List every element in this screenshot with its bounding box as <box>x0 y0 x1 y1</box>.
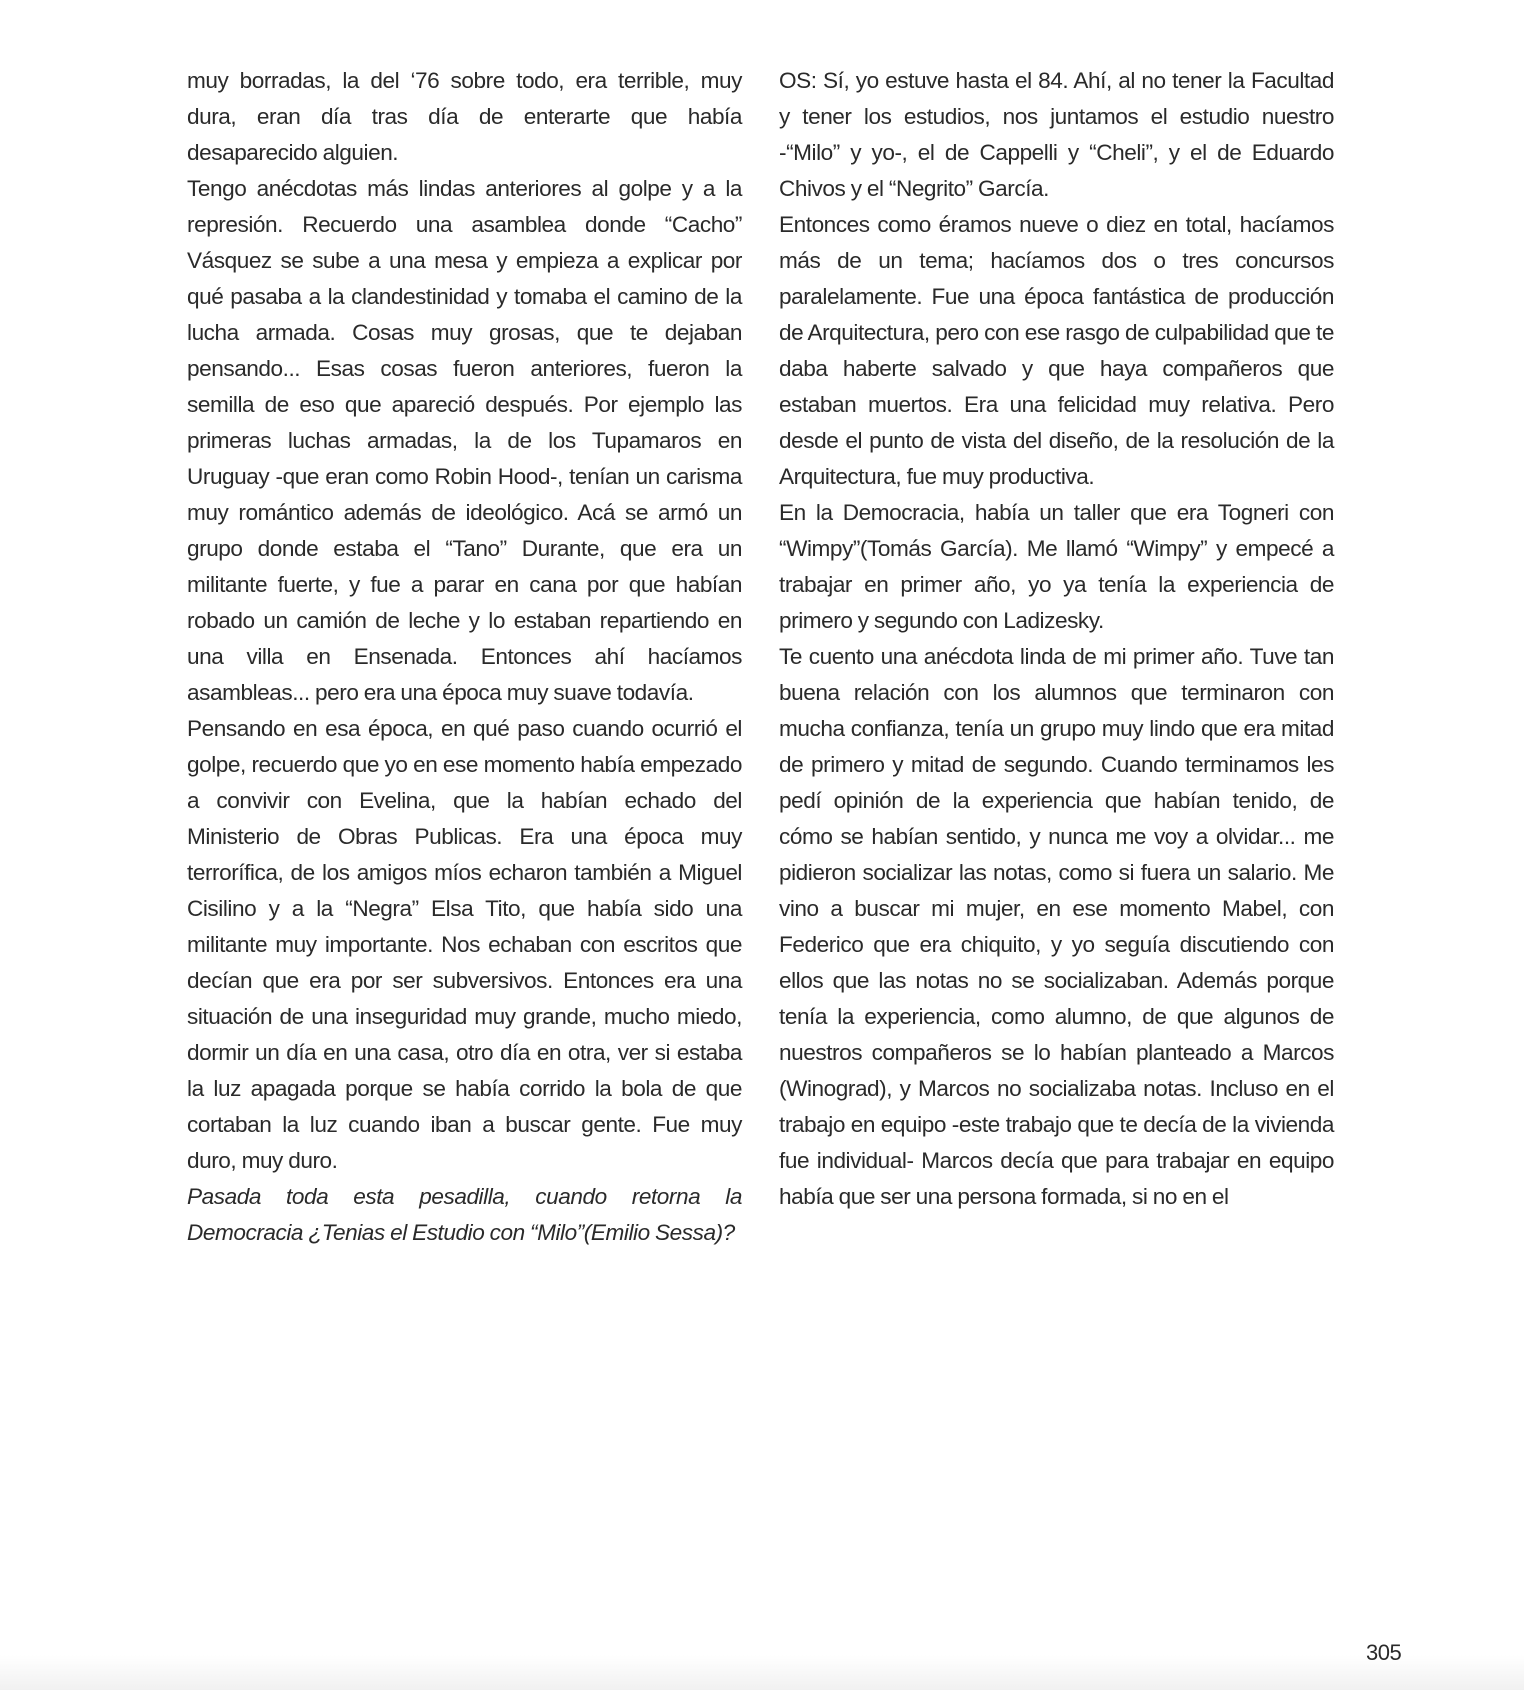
paragraph: OS: Sí, yo estuve hasta el 84. Ahí, al no tener la Facultad y tener los estudios, nos juntamos el estudio nuestro -“Milo” y yo-, el de Cappelli y “Cheli”, y el de Eduardo Chivos y el “Negrito” García. <box>779 68 1334 201</box>
paragraph: Pensando en esa época, en qué paso cuando ocurrió el golpe, recuerdo que yo en ese momento había empezado a convivir con Evelina, que la habían echado del Ministerio de Obras Publicas. Era una época muy terrorífica, de los amigos míos echaron también a Miguel Cisilino y a la “Negra” Elsa Tito, que había sido una militante muy importante. Nos echaban con escritos que decían que era por ser subversivos. Entonces era una situación de una inseguridad muy grande, mucho miedo, dormir un día en una casa, otro día en otra, ver si estaba la luz apagada porque se había corrido la bola de que cortaban la luz cuando iban a buscar gente. Fue muy duro, muy duro. <box>187 716 742 1173</box>
paragraph: muy borradas, la del ‘76 sobre todo, era terrible, muy dura, eran día tras día de enterarte que había desaparecido alguien. <box>187 68 742 165</box>
interview-question: Pasada toda esta pesadilla, cuando retorna la Democracia ¿Tenias el Estudio con “Milo”(Emilio Sessa)? <box>187 1184 742 1245</box>
right-text-column <box>779 63 1334 1215</box>
paragraph: En la Democracia, había un taller que era Togneri con “Wimpy”(Tomás García). Me llamó “Wimpy” y empecé a trabajar en primer año, yo ya tenía la experiencia de primero y segundo con Ladizesky. <box>779 500 1334 633</box>
paragraph: Entonces como éramos nueve o diez en total, hacíamos más de un tema; hacíamos dos o tres concursos paralelamente. Fue una época fantástica de producción de Arquitectura, pero con ese rasgo de culpabilidad que te daba haberte salvado y que haya compañeros que estaban muertos. Era una felicidad muy relativa. Pero desde el punto de vista del diseño, de la resolución de la Arquitectura, fue muy productiva. <box>779 212 1334 489</box>
left-text-column <box>187 63 742 1251</box>
paragraph: Tengo anécdotas más lindas anteriores al golpe y a la represión. Recuerdo una asamblea donde “Cacho” Vásquez se sube a una mesa y empieza a explicar por qué pasaba a la clandestinidad y tomaba el camino de la lucha armada. Cosas muy grosas, que te dejaban pensando... Esas cosas fueron anteriores, fueron la semilla de eso que apareció después. Por ejemplo las primeras luchas armadas, la de los Tupamaros en Uruguay -que eran como Robin Hood-, tenían un carisma muy romántico además de ideológico. Acá se armó un grupo donde estaba el “Tano” Durante, que era un militante fuerte, y fue a parar en cana por que habían robado un camión de leche y lo estaban repartiendo en una villa en Ensenada. Entonces ahí hacíamos asambleas... pero era una época muy suave todavía. <box>187 176 742 705</box>
paragraph: Te cuento una anécdota linda de mi primer año. Tuve tan buena relación con los alumnos que terminaron con mucha confianza, tenía un grupo muy lindo que era mitad de primero y mitad de segundo. Cuando terminamos les pedí opinión de la experiencia que habían tenido, de cómo se habían sentido, y nunca me voy a olvidar... me pidieron socializar las notas, como si fuera un salario. Me vino a buscar mi mujer, en ese momento Mabel, con Federico que era chiquito, y yo seguía discutiendo con ellos que las notas no se socializaban. Además porque tenía la experiencia, como alumno, de que algunos de nuestros compañeros se lo habían planteado a Marcos (Winograd), y Marcos no socializaba notas. Incluso en el trabajo en equipo -este trabajo que te decía de la vivienda fue individual- Marcos decía que para trabajar en equipo había que ser una persona formada, si no en el <box>779 644 1334 1209</box>
page-number: 305 <box>1366 1640 1402 1665</box>
